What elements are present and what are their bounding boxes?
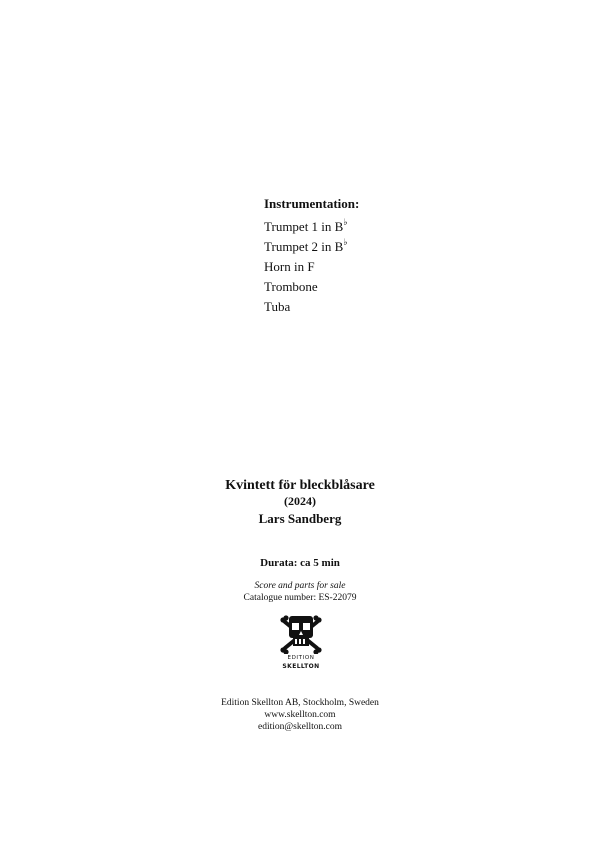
flat-sign: ♭ [343, 216, 348, 227]
publisher-info [0, 697, 600, 733]
catalogue-number: Catalogue number: ES-22079 [243, 593, 357, 603]
instrument-item [264, 277, 359, 297]
durata: Durata: ca 5 min [260, 557, 340, 569]
instrument-name: Trumpet 2 in B [264, 239, 344, 254]
instrument-item [264, 237, 359, 257]
logo-text-skellton: SKELLTON [282, 663, 320, 670]
skull-crossbones-icon [278, 612, 324, 654]
instrumentation-block [264, 196, 359, 317]
logo-text-edition: EDITION [287, 655, 315, 661]
publisher-website[interactable]: www.skellton.com [264, 710, 336, 720]
publisher-logo [278, 612, 324, 674]
instrument-name: Trombone [264, 279, 318, 294]
publisher-email[interactable]: edition@skellton.com [258, 722, 342, 732]
sale-note: Score and parts for sale [254, 581, 346, 591]
publisher-address: Edition Skellton AB, Stockholm, Sweden [221, 698, 379, 708]
composer-name: Lars Sandberg [258, 511, 342, 526]
flat-sign: ♭ [343, 236, 348, 247]
instrument-name: Trumpet 1 in B [264, 219, 344, 234]
instrument-name: Horn in F [264, 259, 315, 274]
instrument-list [264, 217, 359, 317]
instrument-item [264, 297, 359, 317]
instrument-item [264, 217, 359, 237]
instrument-name: Tuba [264, 299, 291, 314]
work-year: (2024) [284, 494, 316, 508]
instrument-item [264, 257, 359, 277]
work-title: Kvintett för bleckblåsare [225, 478, 375, 493]
instrumentation-heading: Instrumentation: [264, 196, 360, 211]
